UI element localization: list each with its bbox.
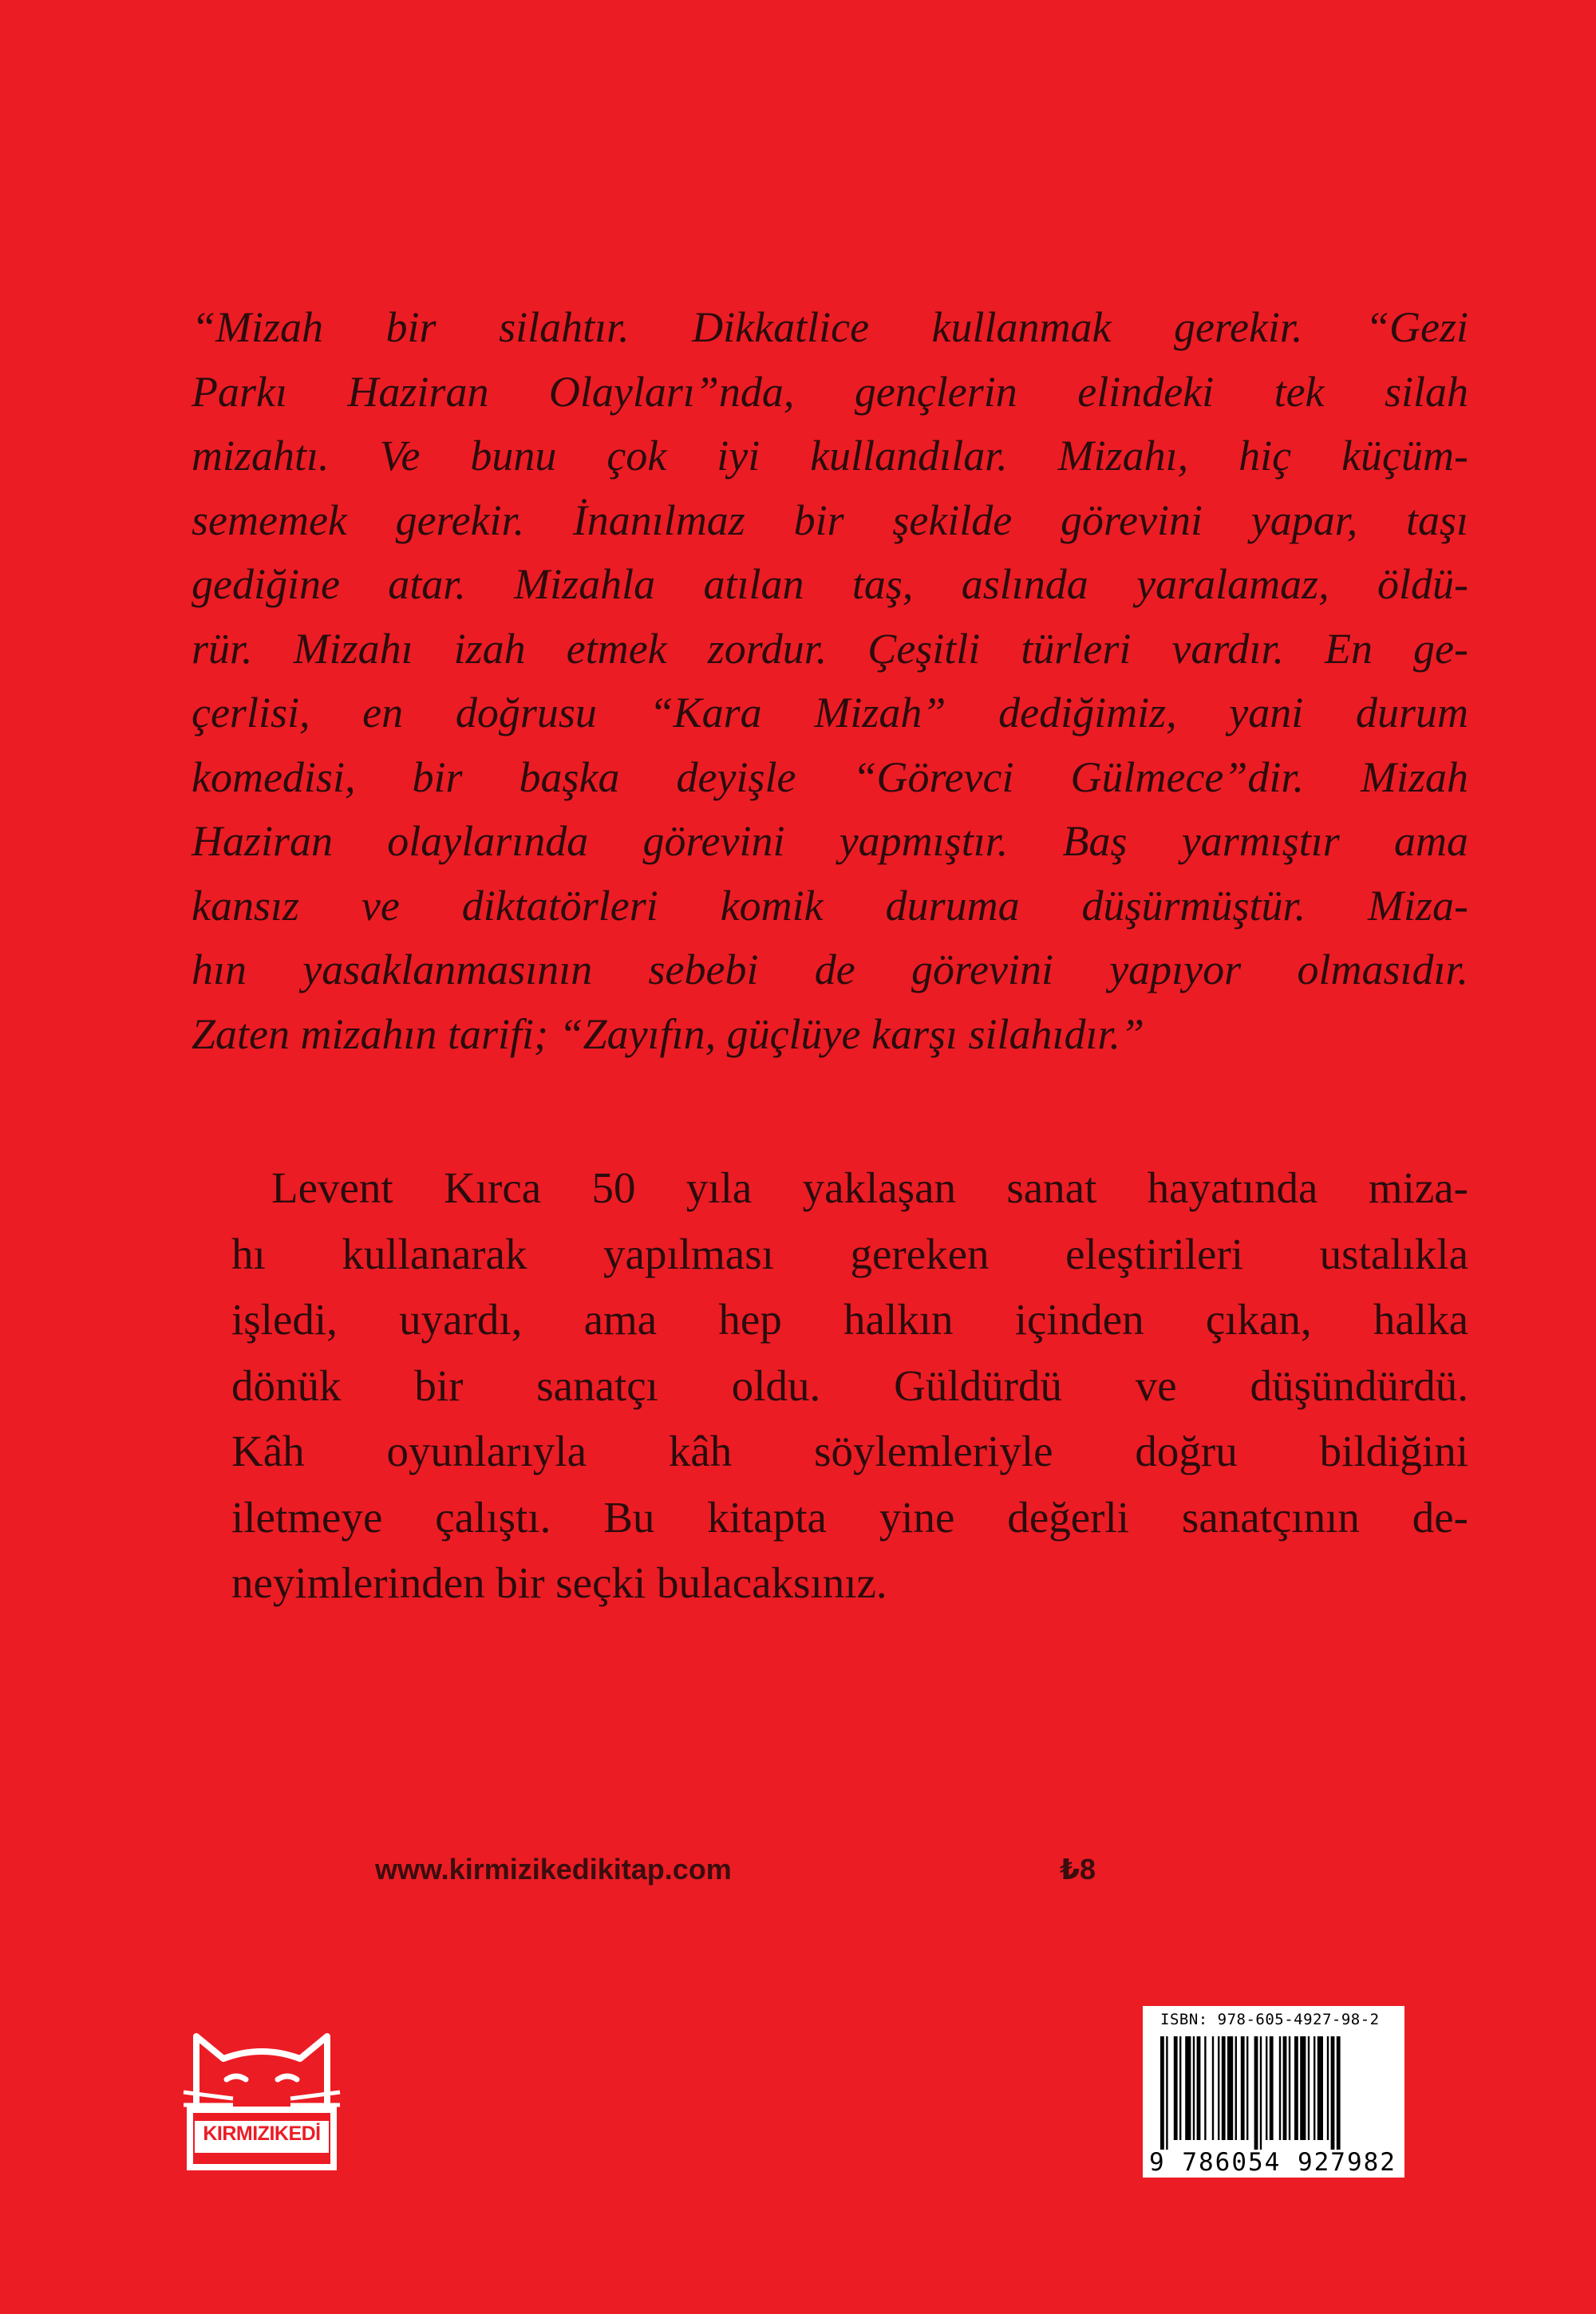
barcode-bar — [1308, 2036, 1310, 2140]
barcode-bar — [1300, 2036, 1306, 2140]
barcode-bar — [1160, 2036, 1164, 2150]
barcode-bar — [1179, 2036, 1181, 2140]
quote-line: “Mizah bir silahtır. Dikkatlice kullanmak gerekir. “Gezi — [192, 303, 1468, 351]
isbn-barcode — [1143, 2006, 1404, 2178]
barcode-bar — [1185, 2036, 1191, 2140]
quote-line: mizahtı. Ve bunu çok iyi kullandılar. Mizahı, hiç küçüm- — [192, 432, 1468, 480]
publisher-logo-text: KIRMIZIKEDİ — [203, 2122, 321, 2145]
quote-line: kansız ve diktatörleri komik duruma düşürmüştür. Miza- — [192, 881, 1468, 930]
barcode-bar — [1246, 2036, 1248, 2140]
quote-line: çerlisi, en doğrusu “Kara Mizah” dediğimiz, yani durum — [192, 689, 1468, 736]
quote-line: Haziran olaylarında görevini yapmıştır. Baş yarmıştır ama — [192, 817, 1468, 865]
quote-line: Zaten mizahın tarifi; “Zayıfın, güçlüye karşı silahıdır.” — [192, 1009, 1145, 1058]
barcode-bar — [1166, 2036, 1167, 2150]
quote-line: rür. Mizahı izah etmek zordur. Çeşitli türleri vardır. En ge- — [192, 624, 1468, 673]
barcode-bar — [1212, 2036, 1214, 2140]
quote-line: Parkı Haziran Olayları”nda, gençlerin elindeki tek silah — [192, 367, 1468, 416]
quote-line: gediğine atar. Mizahla atılan taş, aslında yaralamaz, öldü- — [192, 560, 1468, 608]
bio-line: iletmeye çalıştı. Bu kitapta yine değerli sanatçının de- — [231, 1492, 1468, 1542]
barcode-bar — [1283, 2036, 1287, 2140]
barcode-bar — [1270, 2036, 1274, 2140]
barcode-bar — [1327, 2036, 1329, 2140]
price-label: ₺8 — [1060, 1853, 1096, 1886]
barcode-bar — [1266, 2036, 1267, 2140]
barcode-bar — [1279, 2036, 1281, 2140]
barcode-bar — [1193, 2036, 1195, 2140]
barcode-bar — [1235, 2036, 1237, 2140]
barcode-bar — [1174, 2036, 1178, 2140]
barcode-bar — [1218, 2036, 1219, 2140]
bio-line: işledi, uyardı, ama hep halkın içinden çıkan, halka — [231, 1295, 1468, 1344]
barcode-bar — [1294, 2036, 1298, 2140]
bio-line: Kâh oyunlarıyla kâh söylemleriyle doğru bildiğini — [231, 1427, 1468, 1475]
barcode-bar — [1222, 2036, 1226, 2140]
barcode-bar — [1337, 2036, 1341, 2150]
cat-logo-icon — [177, 2027, 346, 2170]
ean-digits: 9 786054 927982 — [1149, 2148, 1396, 2177]
barcode-bar — [1331, 2036, 1335, 2150]
barcode-bar — [1289, 2036, 1290, 2140]
quote-line: hın yasaklanmasının sebebi de görevini yapıyor olmasıdır. — [192, 946, 1468, 993]
quote-paragraph — [192, 295, 1468, 1066]
barcode-bars-icon — [1160, 2036, 1387, 2150]
author-bio-paragraph — [192, 1155, 1468, 1617]
barcode-bar — [1314, 2036, 1315, 2140]
quote-line: sememek gerekir. İnanılmaz bir şekilde görevini yapar, taşı — [192, 496, 1468, 544]
barcode-bar — [1317, 2036, 1323, 2140]
barcode-bar — [1227, 2036, 1233, 2140]
bio-line: dönük bir sanatçı oldu. Güldürdü ve düşündürdü. — [231, 1360, 1468, 1410]
barcode-bar — [1260, 2036, 1262, 2150]
publisher-website: www.kirmizikedikitap.com — [375, 1853, 732, 1886]
publisher-logo — [177, 2027, 346, 2170]
barcode-bar — [1197, 2036, 1201, 2140]
barcode-bar — [1204, 2036, 1206, 2140]
bio-line: Levent Kırca 50 yıla yaklaşan sanat hayatında miza- — [271, 1163, 1468, 1212]
barcode-bar — [1254, 2036, 1258, 2150]
bio-line: hı kullanarak yapılması gereken eleştirileri ustalıkla — [231, 1229, 1468, 1278]
barcode-bar — [1241, 2036, 1245, 2140]
bio-line: neyimlerinden bir seçki bulacaksınız. — [231, 1558, 887, 1607]
isbn-number: ISBN: 978-605-4927-98-2 — [1160, 2011, 1380, 2028]
quote-line: komedisi, bir başka deyişle “Görevci Gülmece”dir. Mizah — [192, 752, 1468, 801]
